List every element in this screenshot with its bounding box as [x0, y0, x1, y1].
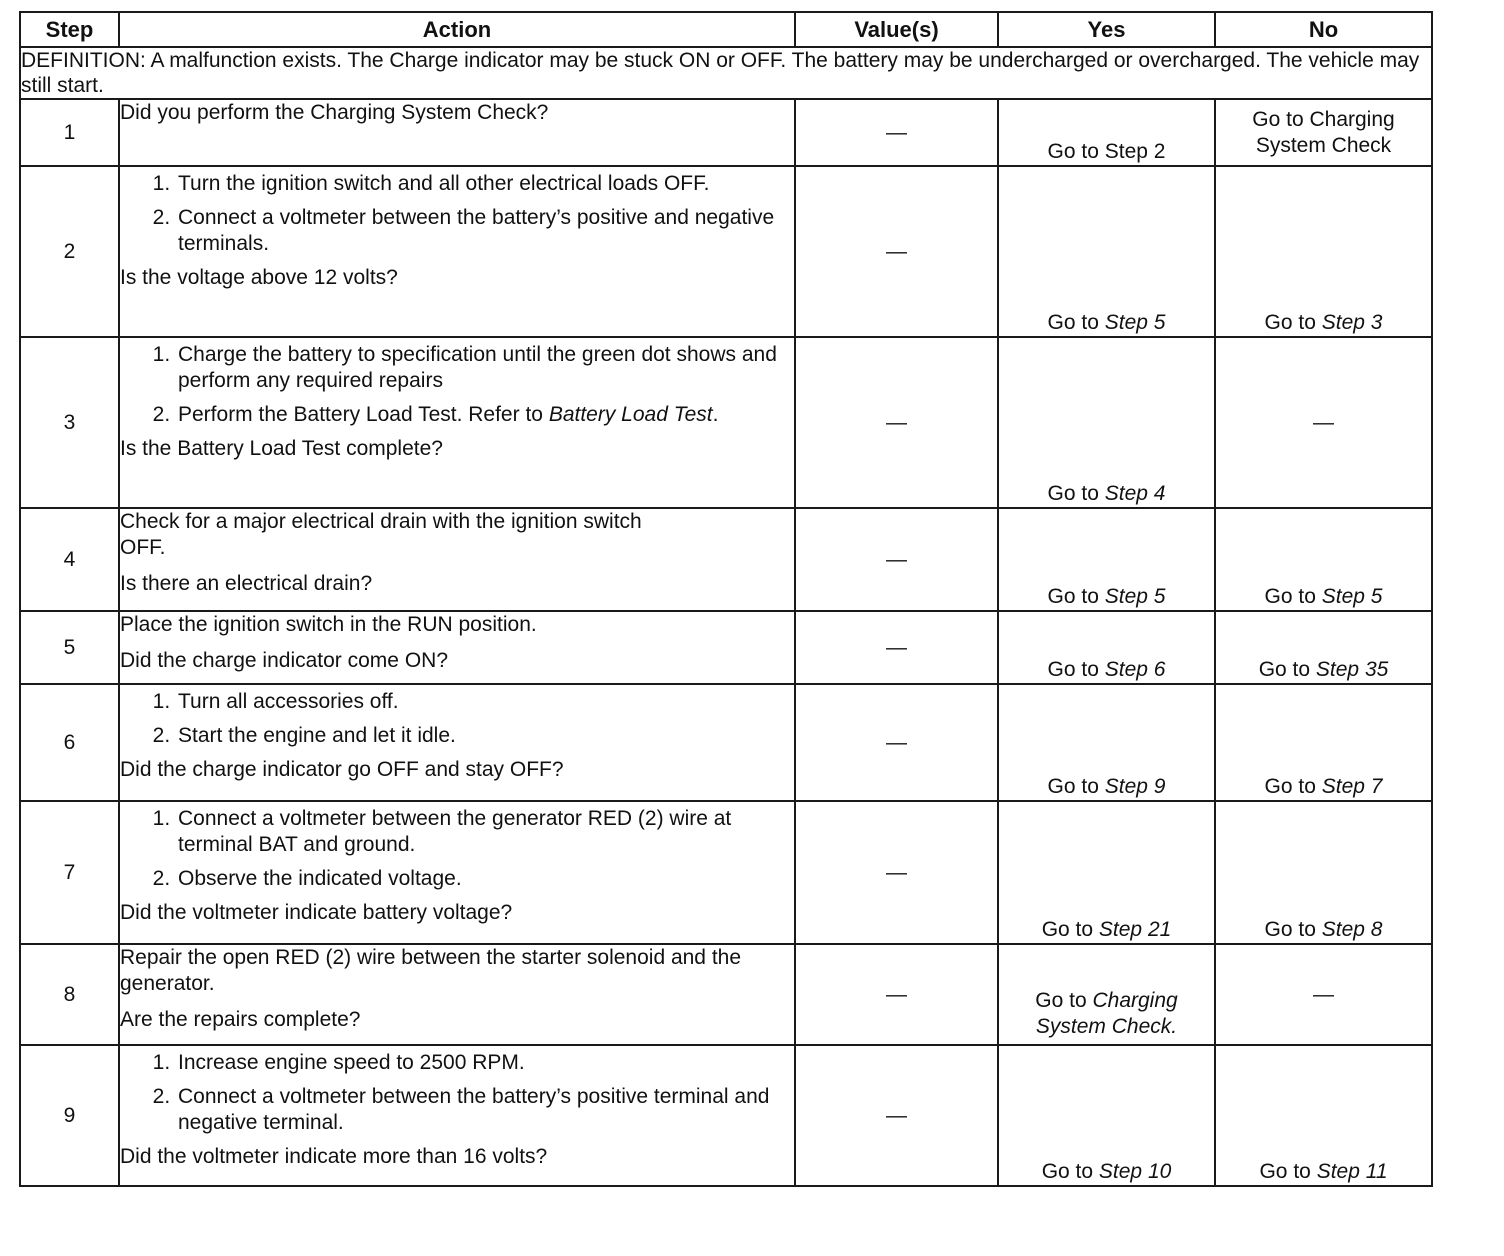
action-text [119, 1045, 795, 1186]
action-text [119, 944, 795, 1045]
action-text [119, 801, 795, 944]
goto-text: Go to [1047, 658, 1099, 681]
value-cell: — [795, 611, 998, 684]
goto-text: Go to [1047, 775, 1099, 798]
action-text [119, 508, 795, 611]
action-text [119, 684, 795, 801]
list-item: 2. Connect a voltmeter between the battery’s positive and negative terminals. [176, 205, 794, 257]
definition-row [20, 47, 1432, 99]
yes-cell [998, 684, 1215, 801]
step-number: 3 [20, 337, 119, 508]
goto-ref: Step 9 [1104, 775, 1166, 798]
value-cell: — [795, 1045, 998, 1186]
goto-ref: Step 10 [1098, 1160, 1172, 1183]
list-item: 1. Connect a voltmeter between the generator RED (2) wire at terminal BAT and ground. [176, 806, 794, 858]
step-number: 1 [20, 99, 119, 166]
step-number: 8 [20, 944, 119, 1045]
goto-text: Go to [1047, 585, 1099, 608]
value-cell: — [795, 166, 998, 337]
no-cell: — [1215, 337, 1432, 508]
list-item: 1. Turn the ignition switch and all other electrical loads OFF. [176, 171, 794, 197]
header-step: Step [20, 12, 119, 47]
step-number: 4 [20, 508, 119, 611]
list-item: 2. Perform the Battery Load Test. Refer to Battery Load Test. [176, 402, 794, 428]
step-number: 6 [20, 684, 119, 801]
action-question: Did the voltmeter indicate more than 16 volts? [120, 1145, 548, 1168]
goto-text: Go to [1035, 989, 1087, 1012]
yes-cell [998, 337, 1215, 508]
action-question: Did the charge indicator come ON? [120, 649, 448, 672]
no-cell [1215, 166, 1432, 337]
no-cell [1215, 508, 1432, 611]
yes-cell [998, 944, 1215, 1045]
yes-cell [998, 508, 1215, 611]
goto-ref: Step 11 [1316, 1160, 1388, 1183]
value-cell: — [795, 684, 998, 801]
definition-text: DEFINITION: A malfunction exists. The Charge indicator may be stuck ON or OFF. The battery may be undercharged or overcharged. The vehicle may still start. [20, 47, 1432, 99]
goto-ref: Step 7 [1321, 775, 1383, 798]
no-cell [1215, 1045, 1432, 1186]
step-number: 2 [20, 166, 119, 337]
action-question: Did the voltmeter indicate battery voltage? [120, 901, 513, 924]
no-cell [1215, 611, 1432, 684]
action-list [120, 689, 794, 749]
list-item: 1. Charge the battery to specification until the green dot shows and perform any required repairs [176, 342, 794, 394]
table-row [20, 508, 1432, 611]
value-cell: — [795, 337, 998, 508]
yes-cell: Go to Step 2 [998, 99, 1215, 166]
header-action: Action [119, 12, 795, 47]
list-item: 2. Start the engine and let it idle. [176, 723, 794, 749]
table-row [20, 611, 1432, 684]
goto-ref: Charging System Check. [1035, 989, 1178, 1038]
action-text [119, 99, 795, 166]
table-row [20, 801, 1432, 944]
step-number: 9 [20, 1045, 119, 1186]
value-cell: — [795, 508, 998, 611]
list-item: 1. Turn all accessories off. [176, 689, 794, 715]
goto-ref: Step 5 [1104, 585, 1166, 608]
action-question: Is the voltage above 12 volts? [120, 266, 398, 289]
goto-text: Go to [1047, 482, 1099, 505]
action-question: Is there an electrical drain? [120, 572, 373, 595]
no-cell [1215, 684, 1432, 801]
yes-cell [998, 166, 1215, 337]
goto-text: Go to [1264, 585, 1316, 608]
action-list [120, 1050, 794, 1136]
action-line: Place the ignition switch in the RUN position. [120, 613, 537, 636]
header-yes: Yes [998, 12, 1215, 47]
goto-text: Go to [1041, 918, 1094, 941]
action-question: Is the Battery Load Test complete? [120, 437, 443, 460]
header-values: Value(s) [795, 12, 998, 47]
action-list [120, 806, 794, 892]
goto-ref: Step 8 [1321, 918, 1383, 941]
table-row [20, 166, 1432, 337]
yes-cell [998, 1045, 1215, 1186]
diagnostic-table [19, 11, 1433, 1187]
goto-text: Go to [1264, 775, 1316, 798]
goto-text: Go to [1047, 311, 1099, 334]
goto-ref: Step 3 [1321, 311, 1383, 334]
action-text [119, 166, 795, 337]
table-row [20, 99, 1432, 166]
goto-text: Go to [1264, 918, 1316, 941]
action-text [119, 611, 795, 684]
action-line: Repair the open RED (2) wire between the starter solenoid and the generator. [120, 946, 742, 995]
yes-cell [998, 801, 1215, 944]
value-cell: — [795, 99, 998, 166]
table-row [20, 944, 1432, 1045]
goto-text: Go to [1264, 311, 1316, 334]
goto-ref: Step 4 [1104, 482, 1166, 505]
list-item-text: Perform the Battery Load Test. Refer to [178, 403, 543, 426]
no-cell [1215, 801, 1432, 944]
table-row [20, 1045, 1432, 1186]
goto-text: Go to [1041, 1160, 1094, 1183]
header-no: No [1215, 12, 1432, 47]
action-line: Did you perform the Charging System Check? [120, 101, 549, 124]
action-line: Check for a major electrical drain with the ignition switch OFF. [120, 510, 642, 559]
yes-cell [998, 611, 1215, 684]
action-text [119, 337, 795, 508]
action-list [120, 171, 794, 257]
goto-ref: Step 5 [1104, 311, 1166, 334]
step-number: 5 [20, 611, 119, 684]
goto-ref: Step 21 [1098, 918, 1172, 941]
action-question: Are the repairs complete? [120, 1008, 361, 1031]
table-row [20, 684, 1432, 801]
action-question: Did the charge indicator go OFF and stay OFF? [120, 758, 564, 781]
action-list [120, 342, 794, 428]
goto-text: Go to [1258, 658, 1311, 681]
value-cell: — [795, 944, 998, 1045]
value-cell: — [795, 801, 998, 944]
no-cell: — [1215, 944, 1432, 1045]
step-number: 7 [20, 801, 119, 944]
goto-ref: Step 6 [1104, 658, 1166, 681]
goto-ref: Step 5 [1321, 585, 1383, 608]
goto-text: Go to [1259, 1160, 1311, 1183]
no-cell: Go to Charging System Check [1215, 99, 1432, 166]
list-item: 1. Increase engine speed to 2500 RPM. [176, 1050, 794, 1076]
table-row [20, 337, 1432, 508]
reference-link: Battery Load Test [548, 403, 713, 426]
list-item: 2. Observe the indicated voltage. [176, 866, 794, 892]
goto-ref: Step 35 [1315, 658, 1389, 681]
header-row [20, 12, 1432, 47]
list-item: 2. Connect a voltmeter between the battery’s positive terminal and negative terminal. [176, 1084, 794, 1136]
